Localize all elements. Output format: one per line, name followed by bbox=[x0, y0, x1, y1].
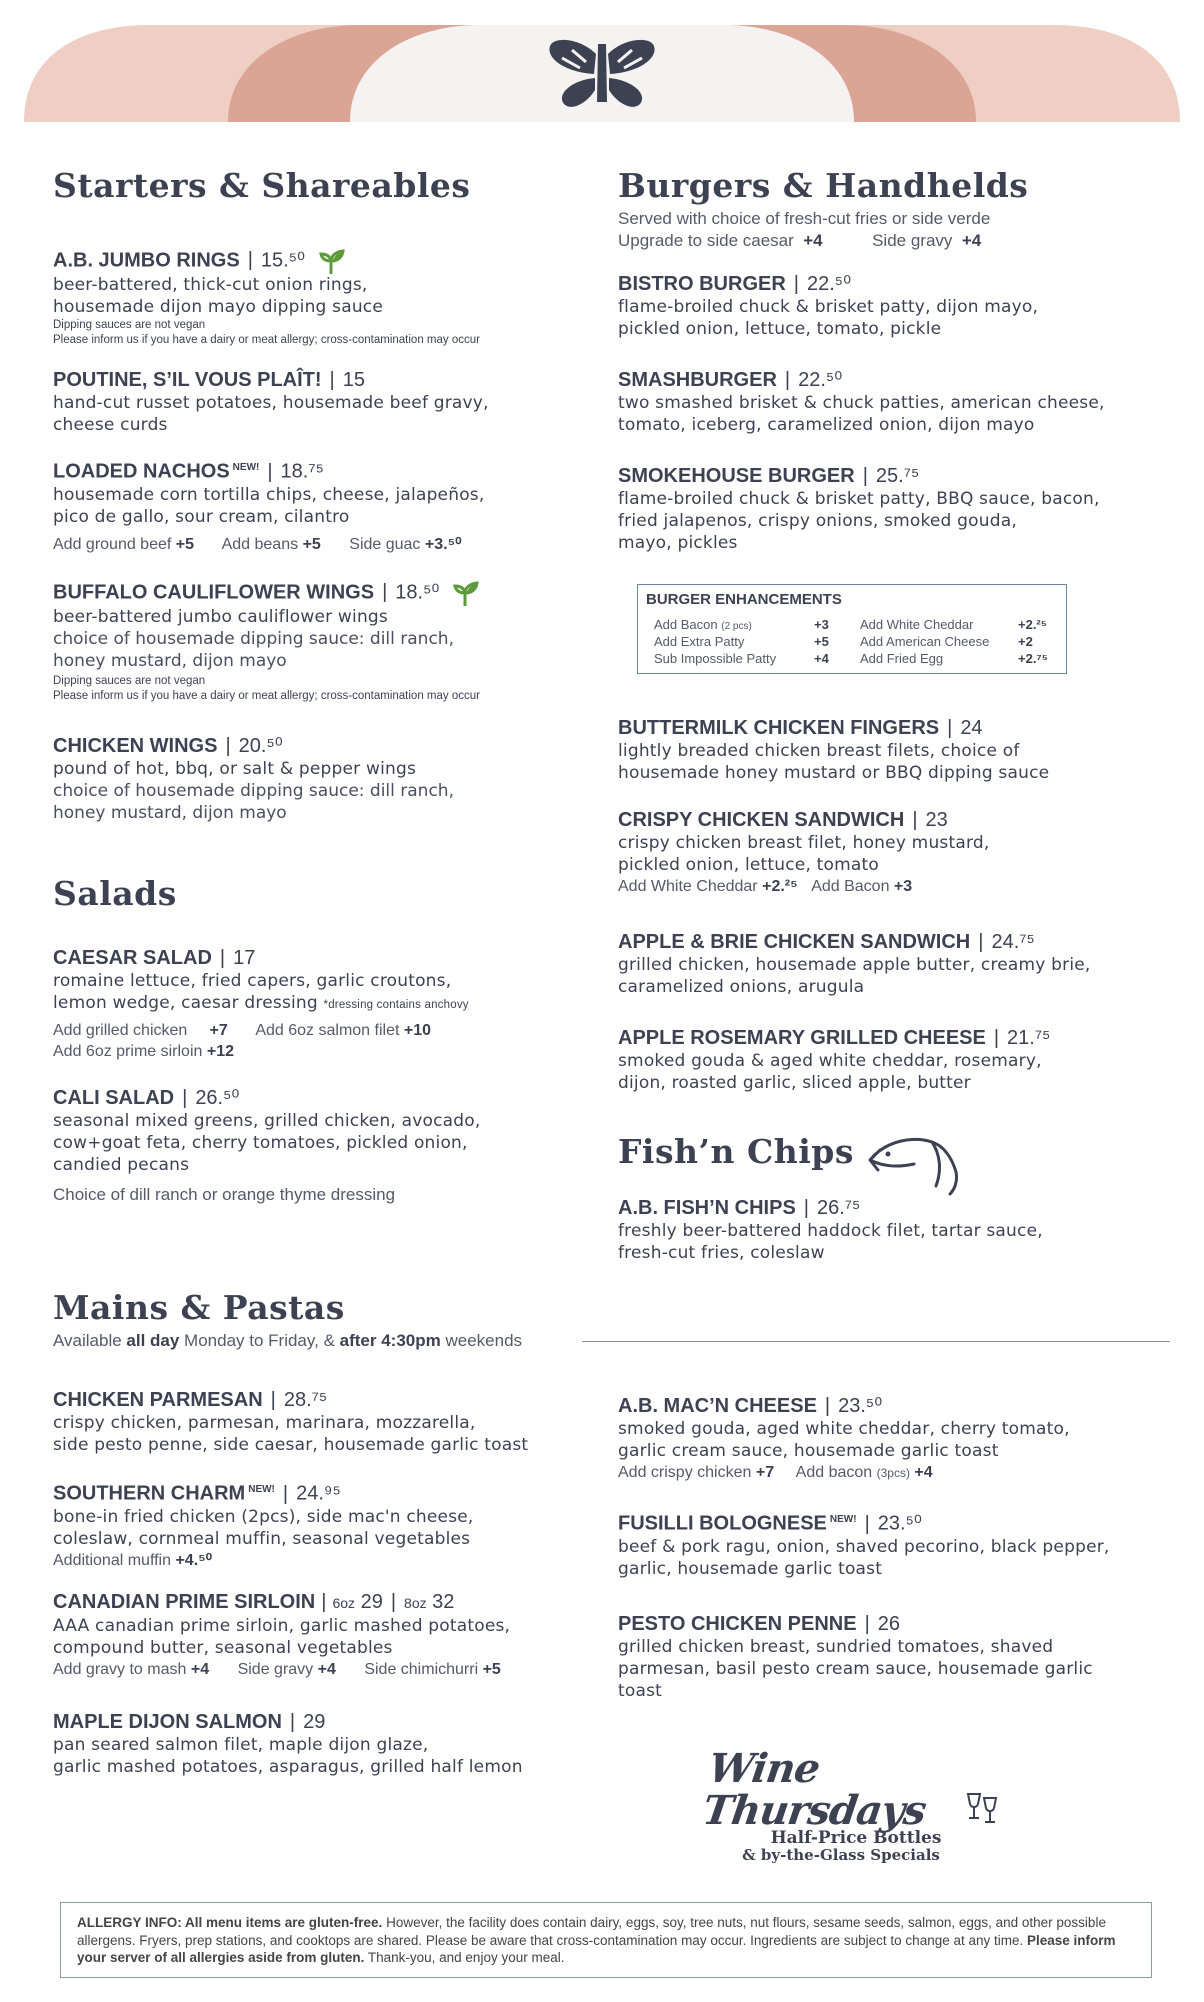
item-description: pan seared salmon filet, maple dijon glaze, garlic mashed potatoes, asparagus, grilled half lemon bbox=[53, 1735, 523, 1777]
salads-title: Salads bbox=[53, 874, 177, 913]
allergy-heading: ALLERGY INFO: All menu items are gluten-free. bbox=[77, 1915, 383, 1930]
upgrade-label: Upgrade to side caesar bbox=[618, 231, 794, 251]
burgers-title: Burgers & Handhelds bbox=[618, 166, 1029, 205]
item-description: seasonal mixed greens, grilled chicken, avocado, cow+goat feta, cherry tomatoes, pickled onion, candied pecans bbox=[53, 1111, 481, 1175]
item-addons bbox=[53, 1020, 533, 1062]
item-price: 17 bbox=[233, 947, 256, 969]
item-price: 23 bbox=[925, 809, 948, 831]
item-description: flame-broiled chuck & brisket patty, dijon mayo, pickled onion, lettuce, tomato, pickle bbox=[618, 297, 1039, 339]
mains-title: Mains & Pastas bbox=[53, 1288, 345, 1327]
addon-label: Add ground beef bbox=[53, 535, 172, 553]
allergy-closing: Thank-you, and enjoy your meal. bbox=[364, 1950, 565, 1965]
wine-title: Wine Thursdays bbox=[699, 1745, 929, 1834]
item-price: 26.⁷⁵ bbox=[817, 1197, 861, 1219]
size-label: 6oz bbox=[332, 1595, 356, 1611]
fish-title: Fish’n Chips bbox=[618, 1132, 854, 1171]
item-addons bbox=[53, 534, 593, 555]
item-description: smoked gouda, aged white cheddar, cherry tomato, garlic cream sauce, housemade garlic toast bbox=[618, 1419, 1070, 1461]
item-description: crispy chicken breast filet, honey mustard, pickled onion, lettuce, tomato bbox=[618, 833, 990, 875]
item-description: lightly breaded chicken breast filets, choice of housemade honey mustard or BBQ dipping sauce bbox=[618, 741, 1050, 783]
vegan-sprout-icon bbox=[453, 580, 479, 606]
item-name: BUFFALO CAULIFLOWER WINGS bbox=[53, 581, 375, 604]
item-description: beer-battered, thick-cut onion rings, housemade dijon mayo dipping sauce bbox=[53, 275, 383, 317]
menu-item-prime-sirloin: CANADIAN PRIME SIRLOIN | 6oz 29 | 8oz 32 AAA canadian prime sirloin, garlic mashed potatoes, compound butter, seasonal vegetables Add gravy to mash +4 Side gravy +4 Side chimichurri +5 bbox=[53, 1590, 613, 1680]
item-addons bbox=[618, 876, 1178, 897]
item-note: Please inform us if you have a dairy or meat allergy; cross-contamination may occur bbox=[53, 690, 480, 702]
item-name: A.B. JUMBO RINGS bbox=[53, 249, 240, 272]
new-badge: NEW! bbox=[248, 1484, 275, 1495]
item-price: 20.⁵⁰ bbox=[238, 735, 283, 757]
enhancements-title: BURGER ENHANCEMENTS bbox=[646, 591, 842, 608]
item-price: 29 bbox=[360, 1591, 383, 1613]
addon-price: +4 bbox=[190, 1661, 210, 1678]
addon-label: Add 6oz prime sirloin bbox=[53, 1043, 203, 1060]
item-description: AAA canadian prime sirloin, garlic mashed potatoes, compound butter, seasonal vegetables bbox=[53, 1616, 511, 1658]
menu-item-fusilli-bolognese: FUSILLI BOLOGNESE $^{NEW!}$ | 23.⁵⁰ beef & pork ragu, onion, shaved pecorino, black pepper, garlic, housemade garlic toast bbox=[618, 1508, 1178, 1580]
addon-price: +4 bbox=[317, 1661, 336, 1678]
item-price: 26 bbox=[877, 1613, 901, 1635]
burger-enhancements-box bbox=[637, 584, 1067, 674]
item-addons bbox=[53, 1659, 613, 1680]
item-name: A.B. MAC’N CHEESE bbox=[618, 1395, 817, 1417]
menu-item-bistro-burger: BISTRO BURGER | 22.⁵⁰ flame-broiled chuck & brisket patty, dijon mayo, pickled onion, lettuce, tomato, pickle bbox=[618, 272, 1178, 340]
addon-price: +10 bbox=[403, 1022, 432, 1039]
enhancement-row: Sub Impossible Patty +4 bbox=[654, 651, 829, 666]
item-name: CRISPY CHICKEN SANDWICH bbox=[618, 809, 905, 831]
item-description: bone-in fried chicken (2pcs), side mac'n cheese, coleslaw, cornmeal muffin, seasonal vegetables bbox=[53, 1506, 474, 1549]
item-name: FUSILLI BOLOGNESE bbox=[618, 1512, 827, 1535]
addon-price: +5 bbox=[175, 535, 195, 553]
item-price: 25.⁷⁵ bbox=[875, 465, 920, 487]
menu-item-loaded-nachos: LOADED NACHOS $^{NEW!}$ | 18.⁷⁵ housemade corn tortilla chips, cheese, jalapeños, pico de gallo, sour cream, cilantro Add ground beef +5 Add beans +5 Side guac +3.⁵⁰ bbox=[53, 456, 593, 555]
item-description: romaine lettuce, fried capers, garlic croutons, lemon wedge, caesar dressing *dressing contains anchovy bbox=[53, 971, 469, 1013]
wine-thursdays-promo bbox=[699, 1745, 1006, 1864]
addon-label: Side chimichurri bbox=[364, 1661, 479, 1678]
item-note: *dressing contains anchovy bbox=[323, 999, 469, 1011]
burgers-subtitle: Served with choice of fresh-cut fries or side verde bbox=[618, 209, 991, 229]
allergy-emphasis: Please inform your server of all allergies aside from gluten. bbox=[77, 1932, 1116, 1965]
burgers-upgrades bbox=[618, 230, 1178, 252]
item-name: BISTRO BURGER bbox=[618, 273, 786, 295]
menu-item-fish-n-chips: A.B. FISH’N CHIPS | 26.⁷⁵ freshly beer-battered haddock filet, tartar sauce, fresh-cut fries, coleslaw bbox=[618, 1196, 1178, 1264]
enhancement-row: Add American Cheese +2 bbox=[860, 634, 1033, 649]
item-addons: Add crispy chicken +7 Add bacon (3pcs) +4 bbox=[618, 1464, 933, 1481]
item-price: 15.⁵⁰ bbox=[260, 249, 306, 272]
item-addons bbox=[53, 1550, 613, 1571]
upgrade-label: Side gravy bbox=[872, 231, 953, 251]
item-name: CALI SALAD bbox=[53, 1087, 175, 1109]
item-price: 26.⁵⁰ bbox=[195, 1087, 240, 1109]
item-description: grilled chicken, housemade apple butter, creamy brie, caramelized onions, arugula bbox=[618, 955, 1091, 997]
enhancement-row: Add White Cheddar +2.²⁵ bbox=[860, 617, 1047, 632]
addon-price: +12 bbox=[206, 1043, 234, 1060]
upgrade-price: +4 bbox=[803, 231, 823, 251]
addon-label: Add bacon bbox=[795, 1464, 873, 1481]
wine-line-2: & by-the-Glass Specials bbox=[742, 1846, 940, 1864]
addon-price: +2.²⁵ bbox=[762, 878, 798, 895]
item-name: LOADED NACHOS bbox=[53, 460, 230, 483]
addon-price: +4.⁵⁰ bbox=[175, 1551, 213, 1569]
addon-label: Side gravy bbox=[237, 1661, 314, 1678]
starters-section bbox=[53, 168, 593, 828]
menu-item-pesto-chicken-penne: PESTO CHICKEN PENNE | 26 grilled chicken breast, sundried tomatoes, shaved parmesan, basil pesto cream sauce, housemade garlic toast bbox=[618, 1612, 1178, 1702]
item-note: Dipping sauces are not vegan bbox=[53, 319, 206, 331]
new-badge: NEW! bbox=[829, 1514, 857, 1525]
item-price: 32 bbox=[432, 1591, 455, 1613]
enhancement-row: Add Fried Egg +2.⁷⁵ bbox=[860, 651, 1048, 666]
item-description: housemade corn tortilla chips, cheese, jalapeños, pico de gallo, sour cream, cilantro bbox=[53, 484, 485, 527]
menu-item-smashburger: SMASHBURGER | 22.⁵⁰ two smashed brisket & chuck patties, american cheese, tomato, iceberg, caramelized onion, dijon mayo bbox=[618, 368, 1178, 436]
addon-label: Add White Cheddar bbox=[618, 878, 758, 895]
addon-label: Add beans bbox=[221, 535, 299, 553]
item-note: Dipping sauces are not vegan bbox=[53, 675, 206, 687]
item-price: 28.⁷⁵ bbox=[283, 1389, 328, 1411]
vegan-sprout-icon bbox=[319, 248, 345, 274]
menu-item-smokehouse-burger: SMOKEHOUSE BURGER | 25.⁷⁵ flame-broiled chuck & brisket patty, BBQ sauce, bacon, fried jalapenos, crispy onions, smoked gouda, mayo, pickles bbox=[618, 464, 1178, 554]
item-price: 29 bbox=[303, 1711, 326, 1733]
menu-item-chicken-wings: CHICKEN WINGS | 20.⁵⁰ pound of hot, bbq, or salt & pepper wings choice of housemade dipping sauce: dill ranch, honey mustard, dijon mayo bbox=[53, 734, 593, 824]
upgrade-price: +4 bbox=[961, 231, 982, 251]
mains-divider bbox=[582, 1341, 1170, 1342]
item-name: CAESAR SALAD bbox=[53, 947, 212, 969]
item-description: two smashed brisket & chuck patties, american cheese, tomato, iceberg, caramelized onion, dijon mayo bbox=[618, 393, 1105, 435]
item-name: CHICKEN WINGS bbox=[53, 735, 218, 757]
item-description: flame-broiled chuck & brisket patty, BBQ sauce, bacon, fried jalapenos, crispy onions, smoked gouda, mayo, pickles bbox=[618, 489, 1100, 553]
addon-label: Add crispy chicken bbox=[618, 1464, 752, 1481]
separator: | bbox=[247, 249, 253, 272]
menu-item-maple-dijon-salmon: MAPLE DIJON SALMON | 29 pan seared salmon filet, maple dijon glaze, garlic mashed potatoes, asparagus, grilled half lemon bbox=[53, 1710, 613, 1778]
addon-label: Add grilled chicken bbox=[53, 1022, 188, 1039]
menu-item-jumbo-rings bbox=[53, 248, 593, 348]
item-description: crispy chicken, parmesan, marinara, mozzarella, side pesto penne, side caesar, housemade garlic toast bbox=[53, 1413, 529, 1455]
new-badge: NEW! bbox=[232, 462, 260, 473]
item-dressing-choice: Choice of dill ranch or orange thyme dressing bbox=[53, 1185, 396, 1204]
salads-section bbox=[53, 876, 593, 1206]
menu-item-cali-salad: CALI SALAD | 26.⁵⁰ seasonal mixed greens, grilled chicken, avocado, cow+goat feta, cherry tomatoes, pickled onion, candied pecans Choice of dill ranch or orange thyme dressing bbox=[53, 1086, 593, 1206]
addon-price: +7 bbox=[755, 1464, 775, 1481]
item-description: freshly beer-battered haddock filet, tartar sauce, fresh-cut fries, coleslaw bbox=[618, 1221, 1043, 1263]
item-name: SMOKEHOUSE BURGER bbox=[618, 465, 855, 487]
mains-right-column bbox=[618, 1394, 1178, 1714]
enhancement-row: Add Extra Patty +5 bbox=[654, 634, 829, 649]
menu-item-chicken-parmesan: CHICKEN PARMESAN | 28.⁷⁵ crispy chicken, parmesan, marinara, mozzarella, side pesto penne, side caesar, housemade garlic toast bbox=[53, 1388, 613, 1456]
menu-item-apple-brie-sandwich: APPLE & BRIE CHICKEN SANDWICH | 24.⁷⁵ grilled chicken, housemade apple butter, creamy brie, caramelized onions, arugula bbox=[618, 930, 1178, 998]
menu-item-chicken-fingers: BUTTERMILK CHICKEN FINGERS | 24 lightly breaded chicken breast filets, choice of housemade honey mustard or BBQ dipping sauce bbox=[618, 716, 1178, 784]
wine-line-1: Half-Price Bottles bbox=[770, 1828, 942, 1848]
addon-price: +5 bbox=[482, 1661, 501, 1678]
item-description: pound of hot, bbq, or salt & pepper wings bbox=[53, 759, 417, 779]
addon-price: +3 bbox=[893, 878, 913, 895]
item-description: hand-cut russet potatoes, housemade beef gravy, cheese curds bbox=[53, 393, 489, 435]
addon-price: +4 bbox=[914, 1464, 933, 1481]
item-price: 24.⁷⁵ bbox=[991, 931, 1035, 953]
item-price: 24.⁹⁵ bbox=[296, 1482, 341, 1505]
menu-item-crispy-chicken-sandwich: CRISPY CHICKEN SANDWICH | 23 crispy chicken breast filet, honey mustard, pickled onion, lettuce, tomato Add White Cheddar +2.²⁵ Add Bacon +3 bbox=[618, 808, 1178, 897]
item-price: 18.⁷⁵ bbox=[280, 460, 324, 483]
item-name: APPLE & BRIE CHICKEN SANDWICH bbox=[618, 931, 971, 953]
item-description: beef & pork ragu, onion, shaved pecorino, black pepper, garlic, housemade garlic toast bbox=[618, 1536, 1110, 1579]
item-price: 23.⁵⁰ bbox=[838, 1395, 883, 1417]
menu-item-mac-n-cheese: A.B. MAC’N CHEESE | 23.⁵⁰ smoked gouda, aged white cheddar, cherry tomato, garlic cream sauce, housemade garlic toast Add crispy chicken +7 Add bacon (3pcs) +4 bbox=[618, 1394, 1178, 1484]
addon-label: Add Bacon bbox=[811, 878, 890, 895]
addon-label: Side guac bbox=[349, 535, 421, 553]
menu-item-poutine: POUTINE, S’IL VOUS PLAÎT! | 15 hand-cut russet potatoes, housemade beef gravy, cheese curds bbox=[53, 368, 593, 436]
item-price: 21.⁷⁵ bbox=[1007, 1027, 1051, 1049]
item-name: BUTTERMILK CHICKEN FINGERS bbox=[618, 717, 940, 739]
item-name: A.B. FISH’N CHIPS bbox=[618, 1197, 796, 1219]
enhancement-row: Add Bacon (2 pcs) +3 bbox=[654, 617, 829, 632]
item-price: 22.⁵⁰ bbox=[798, 369, 843, 391]
starters-title: Starters & Shareables bbox=[53, 166, 471, 205]
fish-icon bbox=[866, 1130, 962, 1200]
addon-label: Add 6oz salmon filet bbox=[255, 1022, 400, 1039]
item-description-secondary: choice of housemade dipping sauce: dill ranch, honey mustard, dijon mayo bbox=[53, 629, 454, 671]
addon-price: +3.⁵⁰ bbox=[424, 535, 462, 553]
addon-label: Add gravy to mash bbox=[53, 1661, 187, 1678]
allergy-info-box bbox=[60, 1902, 1152, 1978]
item-price: 22.⁵⁰ bbox=[807, 273, 852, 295]
mains-section bbox=[53, 1290, 1173, 1380]
menu-item-grilled-cheese: APPLE ROSEMARY GRILLED CHEESE | 21.⁷⁵ smoked gouda & aged white cheddar, rosemary, dijon, roasted garlic, sliced apple, butter bbox=[618, 1026, 1178, 1094]
item-name: PESTO CHICKEN PENNE bbox=[618, 1613, 857, 1635]
item-description-secondary: choice of housemade dipping sauce: dill ranch, honey mustard, dijon mayo bbox=[53, 781, 454, 823]
allergy-text: However, the facility does contain dairy, eggs, soy, tree nuts, nut flours, sesame seeds, salmon, eggs, and other possible allergens. Fryers, prep stations, and cooktops are shared. Please be aware that cross-contamination may occur. Ingredients are subject to change at any time. bbox=[77, 1915, 1106, 1948]
mains-availability: Available all day Monday to Friday, & after 4:30pm weekends bbox=[53, 1331, 523, 1351]
item-price: 15 bbox=[342, 369, 365, 391]
menu-item-southern-charm: SOUTHERN CHARM $^{NEW!}$ | 24.⁹⁵ bone-in fried chicken (2pcs), side mac'n cheese, coleslaw, cornmeal muffin, seasonal vegetables Additional muffin +4.⁵⁰ bbox=[53, 1478, 613, 1571]
item-price: 23.⁵⁰ bbox=[877, 1512, 922, 1535]
addon-price: +7 bbox=[209, 1022, 228, 1039]
item-name: MAPLE DIJON SALMON bbox=[53, 1711, 282, 1733]
addon-label: Additional muffin bbox=[53, 1551, 171, 1569]
item-description: grilled chicken breast, sundried tomatoes, shaved parmesan, basil pesto cream sauce, housemade garlic toast bbox=[618, 1637, 1093, 1701]
item-name: CHICKEN PARMESAN bbox=[53, 1389, 263, 1411]
fish-section bbox=[618, 1134, 1178, 1264]
mains-left-column bbox=[53, 1388, 613, 1788]
item-price: 18.⁵⁰ bbox=[395, 581, 440, 604]
item-name: POUTINE, S’IL VOUS PLAÎT! bbox=[53, 369, 322, 391]
header-banner bbox=[0, 0, 1204, 130]
item-description: beer-battered jumbo cauliflower wings bbox=[53, 607, 388, 627]
size-label: 8oz bbox=[404, 1595, 427, 1611]
menu-item-cauliflower-wings: BUFFALO CAULIFLOWER WINGS | 18.⁵⁰ beer-battered jumbo cauliflower wings choice of housemade dipping sauce: dill ranch, honey mustard, dijon mayo Dipping sauces are not vegan Please inform us if you have a dairy or meat allergy; cross-contamination may occur bbox=[53, 580, 593, 704]
item-name: SOUTHERN CHARM bbox=[53, 1482, 246, 1505]
wine-glasses-icon bbox=[962, 1790, 1002, 1826]
item-note: Please inform us if you have a dairy or meat allergy; cross-contamination may occur bbox=[53, 334, 480, 346]
item-name: APPLE ROSEMARY GRILLED CHEESE bbox=[618, 1027, 986, 1049]
menu-item-caesar-salad: CAESAR SALAD | 17 romaine lettuce, fried capers, garlic croutons, lemon wedge, caesar dressing *dressing contains anchovy Add grilled chicken +7 Add 6oz salmon filet +10 Add 6oz prime sirloin +12 bbox=[53, 946, 593, 1062]
addon-price: +5 bbox=[302, 535, 321, 553]
item-price: 24 bbox=[960, 717, 983, 739]
item-description: smoked gouda & aged white cheddar, rosemary, dijon, roasted garlic, sliced apple, butter bbox=[618, 1051, 1042, 1093]
item-name: CANADIAN PRIME SIRLOIN bbox=[53, 1591, 316, 1613]
item-name: SMASHBURGER bbox=[618, 369, 777, 391]
